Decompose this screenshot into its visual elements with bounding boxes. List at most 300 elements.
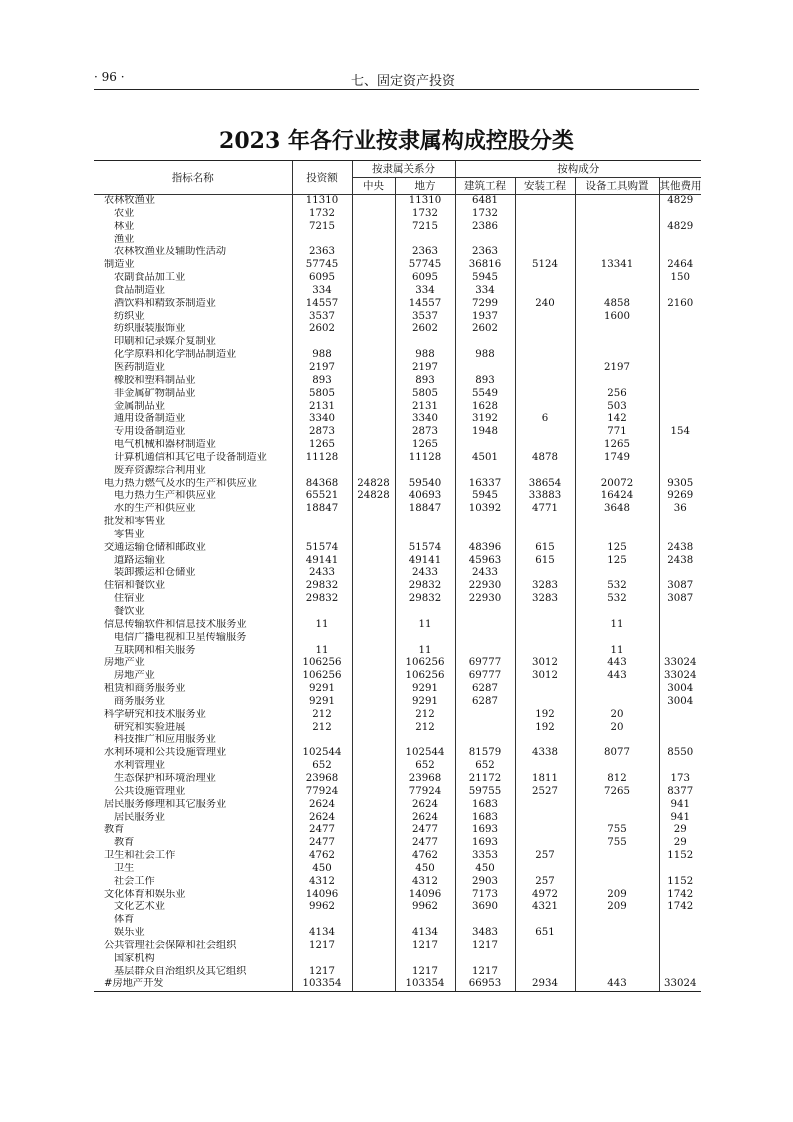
cell-value xyxy=(292,529,352,542)
cell-value: 212 xyxy=(395,709,455,722)
row-label: 娱乐业 xyxy=(114,927,145,939)
row-label: 文化体育和娱乐业 xyxy=(104,888,186,900)
table-row xyxy=(94,722,701,735)
row-label: 制造业 xyxy=(104,259,135,271)
cell-value xyxy=(515,914,575,927)
cell-value xyxy=(515,401,575,414)
cell-value: 69777 xyxy=(455,657,515,670)
cell-value xyxy=(352,208,395,221)
cell-value xyxy=(352,259,395,272)
cell-value: 69777 xyxy=(455,670,515,683)
table-row xyxy=(94,285,701,298)
cell-value: 1683 xyxy=(455,812,515,825)
cell-value: 443 xyxy=(575,978,659,991)
cell-value: 106256 xyxy=(292,657,352,670)
cell-value: 652 xyxy=(395,760,455,773)
cell-value: 106256 xyxy=(292,670,352,683)
cell-value xyxy=(515,940,575,953)
cell-value: 3353 xyxy=(455,850,515,863)
cell-value xyxy=(515,619,575,632)
cell-value xyxy=(352,439,395,452)
cell-value: 240 xyxy=(515,298,575,311)
cell-value xyxy=(292,606,352,619)
table-row xyxy=(94,478,701,491)
table-row xyxy=(94,786,701,799)
cell-value: 59755 xyxy=(455,786,515,799)
cell-value: 2363 xyxy=(292,246,352,259)
cell-value: 16424 xyxy=(575,490,659,503)
cell-value: 334 xyxy=(292,285,352,298)
cell-value xyxy=(352,850,395,863)
cell-value: 257 xyxy=(515,850,575,863)
cell-value: 11 xyxy=(292,619,352,632)
table-row xyxy=(94,272,701,285)
cell-value xyxy=(292,465,352,478)
cell-value: 443 xyxy=(575,657,659,670)
cell-value xyxy=(352,413,395,426)
cell-value: 65521 xyxy=(292,490,352,503)
cell-value: 14096 xyxy=(395,889,455,902)
cell-value: 14096 xyxy=(292,889,352,902)
table-row xyxy=(94,593,701,606)
cell-value: 2438 xyxy=(659,542,701,555)
cell-value: 2527 xyxy=(515,786,575,799)
row-label: 居民服务业 xyxy=(114,811,165,823)
cell-value: 77924 xyxy=(292,786,352,799)
cell-value xyxy=(455,953,515,966)
cell-value: 257 xyxy=(515,876,575,889)
cell-value: 2477 xyxy=(292,824,352,837)
cell-value xyxy=(455,516,515,529)
table-body xyxy=(94,195,701,992)
table-row xyxy=(94,901,701,914)
cell-value xyxy=(352,298,395,311)
row-label: 废弃资源综合利用业 xyxy=(114,464,206,476)
cell-value: 1732 xyxy=(292,208,352,221)
cell-value xyxy=(352,234,395,247)
cell-value xyxy=(575,323,659,336)
cell-value xyxy=(575,927,659,940)
cell-value: 8550 xyxy=(659,747,701,760)
cell-value xyxy=(659,208,701,221)
cell-value xyxy=(292,734,352,747)
cell-value xyxy=(352,426,395,439)
cell-value xyxy=(352,221,395,234)
cell-value xyxy=(659,375,701,388)
cell-value xyxy=(292,953,352,966)
row-label: 农林牧渔业 xyxy=(104,195,155,206)
cell-value: 102544 xyxy=(395,747,455,760)
cell-value: 2624 xyxy=(395,812,455,825)
cell-value: 212 xyxy=(292,709,352,722)
row-label: 社会工作 xyxy=(114,875,155,887)
row-label: 教育 xyxy=(104,824,125,836)
cell-value xyxy=(352,799,395,812)
cell-value xyxy=(352,978,395,991)
cell-value: 6481 xyxy=(455,195,515,208)
cell-value xyxy=(352,747,395,760)
cell-value: 22930 xyxy=(455,580,515,593)
cell-value xyxy=(515,824,575,837)
table-row xyxy=(94,734,701,747)
cell-value: 51574 xyxy=(292,542,352,555)
cell-value xyxy=(515,234,575,247)
cell-value xyxy=(575,632,659,645)
row-label: 医药制造业 xyxy=(114,361,165,373)
cell-value xyxy=(455,439,515,452)
header-indicator-name: 指标名称 xyxy=(94,161,292,195)
cell-value: 2197 xyxy=(575,362,659,375)
cell-value xyxy=(575,336,659,349)
cell-value: 6095 xyxy=(292,272,352,285)
row-label: 非金属矿物制品业 xyxy=(114,387,196,399)
cell-value xyxy=(395,606,455,619)
table-row xyxy=(94,619,701,632)
cell-value: 1742 xyxy=(659,889,701,902)
cell-value: 3483 xyxy=(455,927,515,940)
cell-value: 1693 xyxy=(455,824,515,837)
cell-value: 1217 xyxy=(292,940,352,953)
cell-value xyxy=(659,323,701,336)
cell-value xyxy=(515,645,575,658)
row-label: 电力热力燃气及水的生产和供应业 xyxy=(104,477,257,489)
cell-value: 8077 xyxy=(575,747,659,760)
row-label: 住宿和餐饮业 xyxy=(104,580,166,592)
cell-value xyxy=(659,953,701,966)
cell-value xyxy=(575,696,659,709)
cell-value: 2873 xyxy=(395,426,455,439)
cell-value: 23968 xyxy=(395,773,455,786)
cell-value xyxy=(352,246,395,259)
cell-value xyxy=(659,388,701,401)
table-row xyxy=(94,452,701,465)
cell-value: 20 xyxy=(575,709,659,722)
table-row xyxy=(94,246,701,259)
cell-value: 7215 xyxy=(395,221,455,234)
row-label: 公共设施管理业 xyxy=(114,785,186,797)
row-label: 酒饮料和精致茶制造业 xyxy=(114,297,216,309)
cell-value: 102544 xyxy=(292,747,352,760)
cell-value xyxy=(575,799,659,812)
table-row xyxy=(94,927,701,940)
cell-value xyxy=(659,234,701,247)
cell-value xyxy=(575,195,659,208)
table-row xyxy=(94,799,701,812)
cell-value xyxy=(455,529,515,542)
cell-value: 33024 xyxy=(659,670,701,683)
cell-value xyxy=(352,452,395,465)
cell-value: 2903 xyxy=(455,876,515,889)
cell-value: 21172 xyxy=(455,773,515,786)
row-label: 农副食品加工业 xyxy=(114,272,186,284)
cell-value xyxy=(659,362,701,375)
cell-value: 2602 xyxy=(292,323,352,336)
cell-value: 2433 xyxy=(455,567,515,580)
cell-value: 20 xyxy=(575,722,659,735)
table-row xyxy=(94,914,701,927)
row-label: 研究和实验进展 xyxy=(114,721,186,733)
cell-value: 256 xyxy=(575,388,659,401)
cell-value xyxy=(575,953,659,966)
cell-value: 1693 xyxy=(455,837,515,850)
table-row xyxy=(94,683,701,696)
table-row xyxy=(94,837,701,850)
row-label: 基层群众自治组织及其它组织 xyxy=(114,965,247,977)
cell-value xyxy=(352,645,395,658)
cell-value xyxy=(659,452,701,465)
cell-value: 33024 xyxy=(659,657,701,670)
table-row xyxy=(94,542,701,555)
cell-value: 1732 xyxy=(395,208,455,221)
row-label: #房地产开发 xyxy=(94,978,292,991)
cell-value: 3537 xyxy=(292,311,352,324)
table-row xyxy=(94,824,701,837)
cell-value: 615 xyxy=(515,555,575,568)
cell-value xyxy=(659,632,701,645)
cell-value xyxy=(515,426,575,439)
row-label: 租赁和商务服务业 xyxy=(104,683,186,695)
table-row xyxy=(94,234,701,247)
cell-value xyxy=(352,927,395,940)
cell-value xyxy=(575,208,659,221)
cell-value xyxy=(395,516,455,529)
cell-value xyxy=(575,760,659,773)
table-row xyxy=(94,413,701,426)
cell-value xyxy=(659,311,701,324)
cell-value xyxy=(352,375,395,388)
header-group-composition: 按构成分 xyxy=(455,161,701,178)
table-row xyxy=(94,812,701,825)
cell-value: 57745 xyxy=(395,259,455,272)
table-row xyxy=(94,349,701,362)
cell-value xyxy=(292,914,352,927)
cell-value: 2131 xyxy=(292,401,352,414)
cell-value xyxy=(395,465,455,478)
cell-value xyxy=(352,824,395,837)
table-row xyxy=(94,567,701,580)
cell-value: 1152 xyxy=(659,850,701,863)
cell-value xyxy=(515,529,575,542)
cell-value: 4829 xyxy=(659,221,701,234)
cell-value: 36816 xyxy=(455,259,515,272)
cell-value: 2602 xyxy=(395,323,455,336)
cell-value xyxy=(659,246,701,259)
table-row xyxy=(94,336,701,349)
cell-value: 13341 xyxy=(575,259,659,272)
cell-value: 29832 xyxy=(292,593,352,606)
cell-value: 29 xyxy=(659,837,701,850)
cell-value xyxy=(515,799,575,812)
row-label: 水利环境和公共设施管理业 xyxy=(104,747,227,759)
cell-value xyxy=(455,336,515,349)
cell-value: 14557 xyxy=(395,298,455,311)
header-installation: 安装工程 xyxy=(515,178,575,195)
cell-value: 103354 xyxy=(292,978,352,991)
cell-value xyxy=(575,516,659,529)
row-label: 化学原料和化学制品制造业 xyxy=(114,349,237,361)
cell-value xyxy=(515,272,575,285)
cell-value: 9269 xyxy=(659,490,701,503)
cell-value xyxy=(575,876,659,889)
cell-value xyxy=(352,709,395,722)
cell-value xyxy=(292,234,352,247)
cell-value: 5805 xyxy=(395,388,455,401)
cell-value: 11128 xyxy=(292,452,352,465)
cell-value xyxy=(455,734,515,747)
cell-value xyxy=(455,234,515,247)
cell-value: 2363 xyxy=(455,246,515,259)
row-label: 商务服务业 xyxy=(114,695,165,707)
cell-value xyxy=(575,272,659,285)
cell-value xyxy=(352,580,395,593)
cell-value: 3648 xyxy=(575,503,659,516)
table-row xyxy=(94,401,701,414)
cell-value: 6095 xyxy=(395,272,455,285)
cell-value: 36 xyxy=(659,503,701,516)
cell-value xyxy=(575,914,659,927)
table-row xyxy=(94,221,701,234)
cell-value: 1948 xyxy=(455,426,515,439)
cell-value: 5945 xyxy=(455,272,515,285)
row-label: 房地产业 xyxy=(114,670,155,682)
cell-value: 755 xyxy=(575,824,659,837)
cell-value xyxy=(352,195,395,208)
cell-value xyxy=(455,606,515,619)
cell-value xyxy=(515,606,575,619)
cell-value: 18847 xyxy=(292,503,352,516)
row-label: 批发和零售业 xyxy=(104,516,166,528)
cell-value xyxy=(515,696,575,709)
cell-value: 29832 xyxy=(395,580,455,593)
cell-value xyxy=(515,760,575,773)
row-label: 通用设备制造业 xyxy=(114,413,186,425)
table-row xyxy=(94,645,701,658)
row-label: 文化艺术业 xyxy=(114,901,165,913)
cell-value: 3340 xyxy=(292,413,352,426)
row-label: 电气机械和器材制造业 xyxy=(114,439,216,451)
cell-value: 4312 xyxy=(395,876,455,889)
cell-value xyxy=(352,503,395,516)
cell-value xyxy=(455,914,515,927)
table-row xyxy=(94,388,701,401)
cell-value: 1811 xyxy=(515,773,575,786)
cell-value xyxy=(352,760,395,773)
cell-value xyxy=(352,632,395,645)
row-label: 国家机构 xyxy=(114,952,155,964)
header-group-affiliation: 按隶属关系分 xyxy=(352,161,455,178)
cell-value xyxy=(515,388,575,401)
cell-value: 192 xyxy=(515,722,575,735)
row-label: 科学研究和技术服务业 xyxy=(104,708,206,720)
cell-value: 3087 xyxy=(659,580,701,593)
cell-value: 450 xyxy=(292,863,352,876)
cell-value: 4878 xyxy=(515,452,575,465)
cell-value: 11 xyxy=(395,619,455,632)
cell-value xyxy=(352,876,395,889)
cell-value xyxy=(659,413,701,426)
cell-value xyxy=(575,940,659,953)
cell-value: 84368 xyxy=(292,478,352,491)
cell-value: 4312 xyxy=(292,876,352,889)
cell-value: 57745 xyxy=(292,259,352,272)
cell-value xyxy=(352,696,395,709)
cell-value: 4972 xyxy=(515,889,575,902)
header-central: 中央 xyxy=(352,178,395,195)
cell-value: 7299 xyxy=(455,298,515,311)
cell-value: 1217 xyxy=(395,966,455,979)
cell-value: 3012 xyxy=(515,670,575,683)
cell-value xyxy=(515,323,575,336)
cell-value xyxy=(352,773,395,786)
cell-value xyxy=(575,221,659,234)
table-row xyxy=(94,439,701,452)
cell-value: 1628 xyxy=(455,401,515,414)
cell-value: 125 xyxy=(575,555,659,568)
table-row xyxy=(94,760,701,773)
cell-value: 150 xyxy=(659,272,701,285)
cell-value: 532 xyxy=(575,593,659,606)
cell-value xyxy=(515,683,575,696)
cell-value: 3004 xyxy=(659,683,701,696)
cell-value: 3690 xyxy=(455,901,515,914)
table-row xyxy=(94,863,701,876)
header-construction: 建筑工程 xyxy=(455,178,515,195)
cell-value xyxy=(352,567,395,580)
cell-value xyxy=(352,349,395,362)
table-row xyxy=(94,876,701,889)
table-row xyxy=(94,362,701,375)
cell-value: 192 xyxy=(515,709,575,722)
investment-table xyxy=(94,160,701,992)
cell-value xyxy=(352,272,395,285)
cell-value xyxy=(515,439,575,452)
header-other: 其他费用 xyxy=(659,178,701,195)
cell-value xyxy=(395,632,455,645)
cell-value: 2131 xyxy=(395,401,455,414)
cell-value: 4321 xyxy=(515,901,575,914)
cell-value: 443 xyxy=(575,670,659,683)
cell-value xyxy=(575,606,659,619)
cell-value xyxy=(659,349,701,362)
cell-value: 4762 xyxy=(292,850,352,863)
cell-value xyxy=(515,966,575,979)
row-label: 水利管理业 xyxy=(114,760,165,772)
row-label: 信息传输软件和信息技术服务业 xyxy=(104,618,247,630)
cell-value xyxy=(455,632,515,645)
cell-value: 1265 xyxy=(395,439,455,452)
cell-value xyxy=(515,246,575,259)
cell-value xyxy=(659,285,701,298)
cell-value xyxy=(515,567,575,580)
table-row xyxy=(94,465,701,478)
row-label: 水的生产和供应业 xyxy=(114,503,196,515)
cell-value xyxy=(575,465,659,478)
cell-value xyxy=(575,234,659,247)
cell-value xyxy=(395,953,455,966)
header-equipment: 设备工具购置 xyxy=(575,178,659,195)
cell-value xyxy=(515,375,575,388)
cell-value: 38654 xyxy=(515,478,575,491)
table-row xyxy=(94,323,701,336)
cell-value: 6 xyxy=(515,413,575,426)
cell-value: 1217 xyxy=(455,966,515,979)
row-label: 纺织业 xyxy=(114,310,145,322)
row-label: 住宿业 xyxy=(114,593,145,605)
cell-value xyxy=(352,619,395,632)
cell-value: 2433 xyxy=(292,567,352,580)
cell-value: 7173 xyxy=(455,889,515,902)
table-row xyxy=(94,195,701,208)
